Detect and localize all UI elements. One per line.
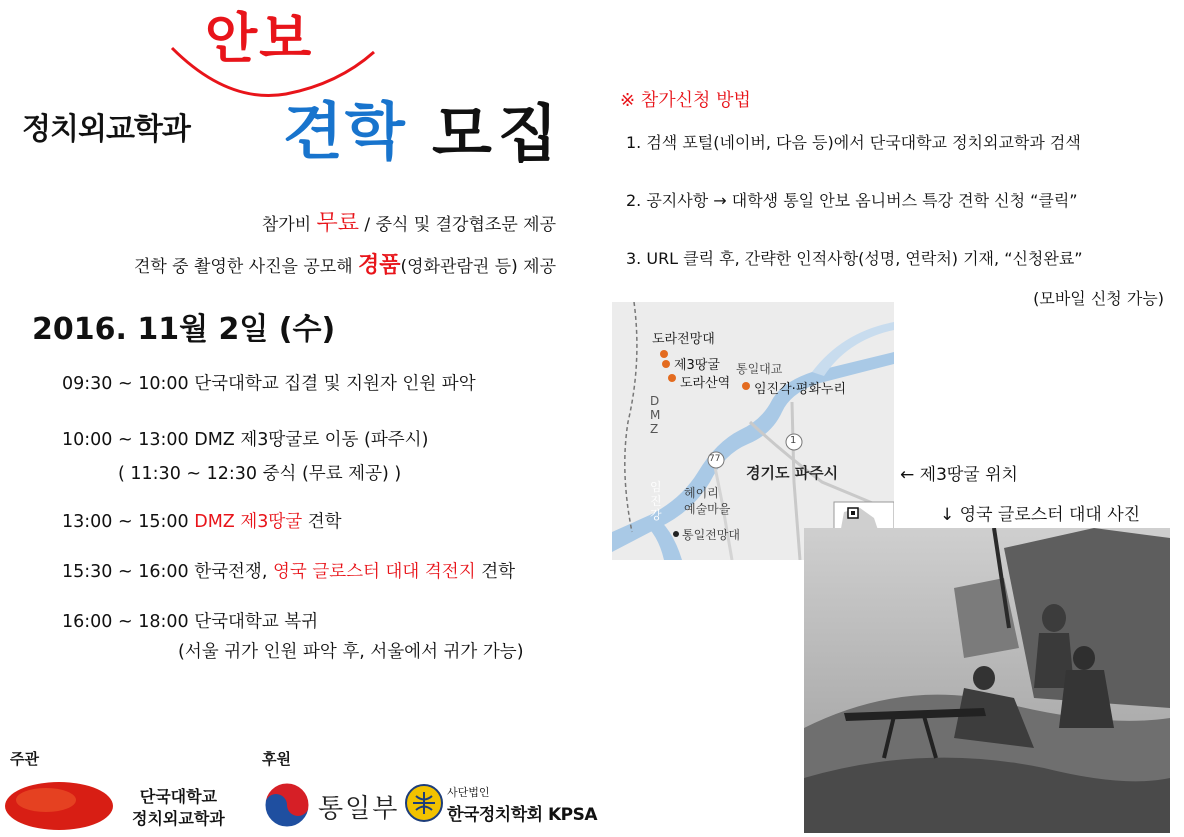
- prize-prefix: 견학 중 촬영한 사진을 공모해: [133, 257, 359, 277]
- ministry-of-unification: 통일부: [318, 794, 400, 824]
- location-map: [612, 302, 894, 560]
- schedule-item-4-time: 15:30 ~ 16:00 한국전쟁,: [62, 562, 273, 582]
- map-label-route-77: 77: [709, 454, 721, 464]
- map-label-tongil-bridge: 통일대교: [736, 362, 783, 376]
- title-department: 정치외교학과: [22, 112, 190, 147]
- host-label: 주관: [10, 750, 39, 768]
- fee-free: 무료: [316, 211, 360, 236]
- host-name-line-2: 정치외교학과: [132, 809, 225, 828]
- howto-mobile-note: (모바일 신청 가능): [1033, 289, 1164, 308]
- prize-line: [134, 248, 556, 279]
- photo-graphic: [804, 528, 1170, 833]
- schedule-item-4: [62, 558, 515, 583]
- host-name-line-1: 단국대학교: [139, 787, 218, 806]
- map-label-dorasan-station: 도라산역: [680, 376, 731, 391]
- howto-title: ※ 참가신청 방법: [620, 90, 751, 111]
- kpsa-emblem-icon: [405, 784, 443, 822]
- schedule-item-3-highlight: DMZ 제3땅굴: [194, 512, 303, 532]
- tunnel-location-label: ← 제3땅굴 위치: [900, 465, 1018, 485]
- map-label-dorasan-observatory: 도라전망대: [652, 332, 715, 347]
- howto-step-2: 2. 공지사항 → 대학생 통일 안보 옴니버스 특강 견학 신청 “클릭”: [626, 191, 1078, 210]
- department-logo: [4, 780, 114, 832]
- host-name: [132, 786, 225, 830]
- title-anbo: 안보: [205, 7, 314, 70]
- gloster-battalion-photo: [804, 528, 1170, 833]
- photo-caption: ↓ 영국 글로스터 대대 사진: [940, 505, 1141, 525]
- map-label-imjingak: 임진각·평화누리: [754, 382, 847, 397]
- kpsa-subtitle: 사단법인: [447, 786, 490, 799]
- schedule-item-5: 16:00 ~ 18:00 단국대학교 복귀: [62, 612, 319, 632]
- fee-line: [262, 206, 556, 237]
- map-label-route-1: 1: [790, 435, 797, 446]
- schedule-item-4-rest: 견학: [475, 562, 515, 582]
- map-label-heyri-2: 예술마을: [684, 502, 731, 516]
- prize-suffix: (영화관람권 등) 제공: [400, 257, 556, 277]
- howto-step-1: 1. 검색 포털(네이버, 다음 등)에서 단국대학교 정치외교학과 검색: [626, 133, 1081, 152]
- map-label-paju: 경기도 파주시: [746, 464, 839, 482]
- map-label-heyri-1: 헤이리: [684, 486, 719, 500]
- schedule-item-5-note: (서울 귀가 인원 파악 후, 서울에서 귀가 가능): [178, 642, 524, 662]
- map-label-dmz: DMZ: [650, 394, 661, 436]
- event-date: 2016. 11월 2일 (수): [32, 312, 336, 347]
- sponsor-label: 후원: [262, 750, 291, 768]
- fee-suffix: / 중식 및 결강협조문 제공: [359, 215, 556, 235]
- map-label-tunnel3: 제3땅굴: [674, 358, 720, 373]
- schedule-item-3-rest: 견학: [302, 512, 342, 532]
- schedule-item-2-note: ( 11:30 ~ 12:30 중식 (무료 제공) ): [118, 464, 402, 484]
- kpsa-name: 한국정치학회 KPSA: [447, 805, 597, 825]
- schedule-item-3-time: 13:00 ~ 15:00: [62, 512, 195, 532]
- howto-step-3: 3. URL 클릭 후, 간략한 인적사항(성명, 연락처) 기재, “신청완료”: [626, 249, 1083, 268]
- schedule-item-4-highlight: 영국 글로스터 대대 격전지: [272, 562, 476, 582]
- title-mojip: 모집: [432, 97, 564, 170]
- prize-gift: 경품: [358, 253, 401, 278]
- taegeuk-icon: [264, 782, 310, 828]
- fee-prefix: 참가비: [261, 215, 317, 235]
- schedule-item-1: 09:30 ~ 10:00 단국대학교 집결 및 지원자 인원 파악: [62, 374, 476, 394]
- schedule-item-3: [62, 508, 342, 533]
- schedule-item-2: 10:00 ~ 13:00 DMZ 제3땅굴로 이동 (파주시): [62, 430, 429, 450]
- map-label-imjin-river: 임진강: [650, 480, 662, 522]
- title-gyeonhak: 견학: [283, 95, 407, 168]
- map-label-tongil-observatory: 통일전망대: [682, 528, 740, 542]
